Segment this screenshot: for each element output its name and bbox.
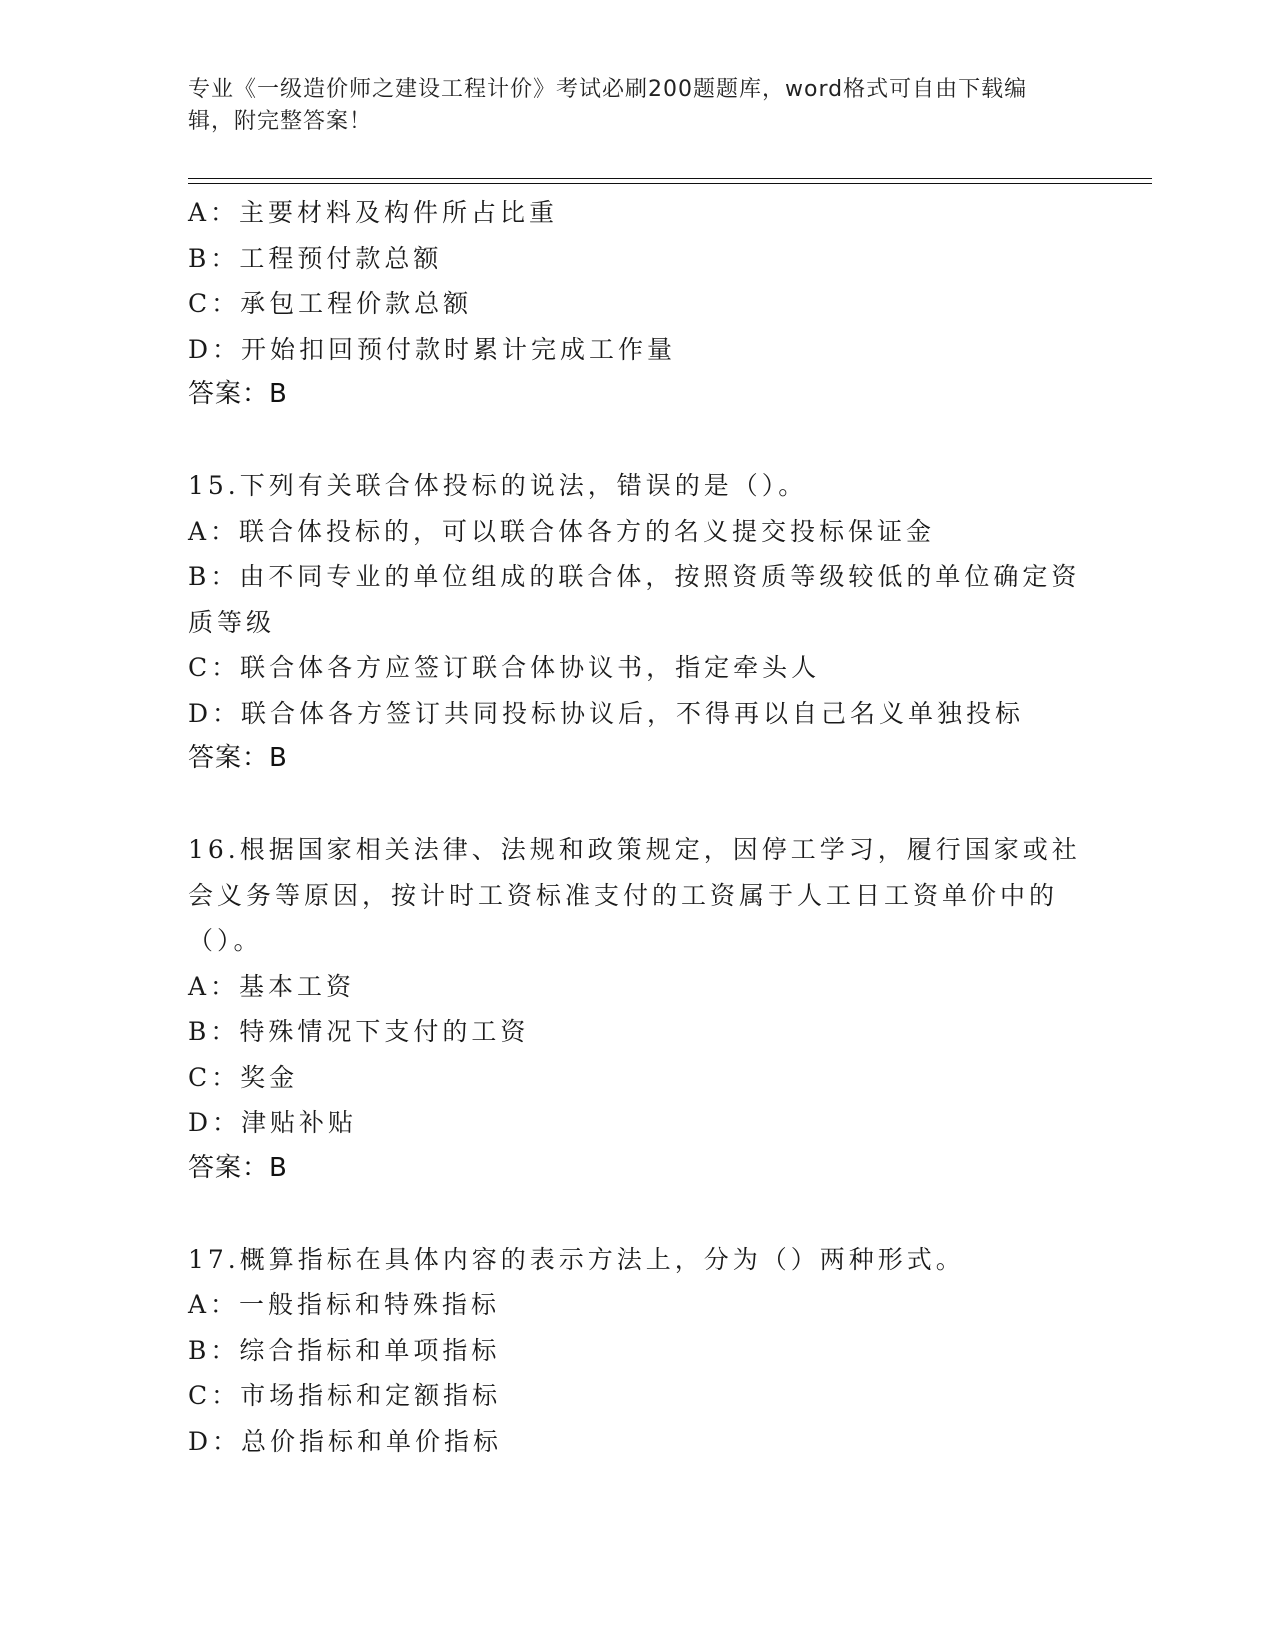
option-a: A：一般指标和特殊指标	[188, 1290, 501, 1319]
option-c: C：市场指标和定额指标	[188, 1381, 502, 1410]
answer-line: 答案：B	[188, 743, 288, 773]
question-block	[188, 190, 1088, 418]
answer-line: 答案：B	[188, 1152, 288, 1183]
document-header: 专业《一级造价师之建设工程计价》考试必刷200题题库，word格式可自由下载编辑，附完整答案！	[188, 77, 1028, 134]
option-b: B：工程预付款总额	[188, 243, 443, 273]
question-list	[188, 190, 1088, 1464]
option-d: D：开始扣回预付款时累计完成工作量	[188, 334, 677, 364]
answer-line: 答案：B	[188, 379, 288, 409]
spacer	[188, 1191, 1088, 1237]
option-c: C：奖金	[188, 1062, 299, 1092]
option-a: A：主要材料及构件所占比重	[188, 198, 559, 227]
option-d: D：联合体各方签订共同投标协议后，不得再以自己名义单独投标	[188, 698, 1025, 728]
header-divider-bottom	[188, 183, 1152, 184]
option-d: D：总价指标和单价指标	[188, 1426, 503, 1456]
option-c: C：联合体各方应签订联合体协议书，指定牵头人	[188, 653, 821, 682]
header-divider-top	[188, 178, 1152, 179]
question-block	[188, 827, 1088, 1191]
question-stem: 16.根据国家相关法律、法规和政策规定，因停工学习，履行国家或社会义务等原因，按计时工资标准支付的工资属于人工日工资单价中的（）。	[188, 835, 1081, 955]
question-stem: 17.概算指标在具体内容的表示方法上，分为（）两种形式。	[188, 1244, 965, 1274]
option-b: B：由不同专业的单位组成的联合体，按照资质等级较低的单位确定资质等级	[188, 562, 1081, 637]
option-d: D：津贴补贴	[188, 1108, 358, 1137]
option-a: A：联合体投标的，可以联合体各方的名义提交投标保证金	[188, 516, 936, 546]
question-stem: 15.下列有关联合体投标的说法，错误的是（）。	[188, 471, 808, 500]
spacer	[188, 418, 1088, 464]
option-b: B：综合指标和单项指标	[188, 1335, 501, 1365]
option-c: C：承包工程价款总额	[188, 289, 473, 318]
option-a: A：基本工资	[188, 971, 356, 1001]
question-block	[188, 1237, 1088, 1465]
spacer	[188, 782, 1088, 828]
option-b: B：特殊情况下支付的工资	[188, 1017, 530, 1046]
question-block	[188, 463, 1088, 782]
